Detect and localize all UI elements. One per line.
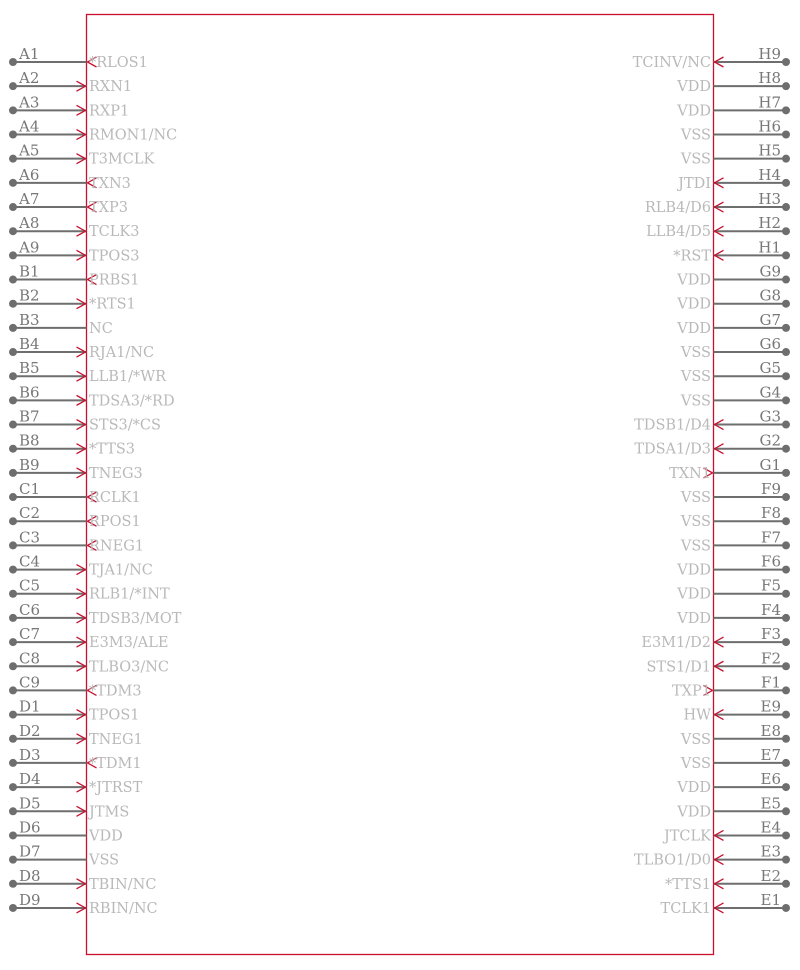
pin-g4 — [680, 383, 790, 409]
pin-terminal-dot — [9, 348, 17, 356]
pin-a5 — [9, 142, 155, 168]
component-body — [87, 15, 714, 955]
pin-g2 — [634, 432, 790, 458]
pin-terminal-dot — [782, 372, 790, 380]
pin-name: VSS — [680, 538, 711, 555]
pin-name: TPOS1 — [89, 707, 140, 724]
pin-b8 — [9, 432, 135, 458]
pin-terminal-dot — [9, 590, 17, 598]
pin-name: RXN1 — [89, 79, 133, 96]
pin-name: VDD — [677, 79, 711, 96]
pin-number: H5 — [758, 141, 781, 160]
pin-name: VDD — [677, 804, 711, 821]
pin-b4 — [9, 335, 154, 361]
pin-number: G3 — [759, 407, 781, 426]
pin-name: STS1/D1 — [646, 659, 711, 676]
pin-number: C4 — [19, 552, 41, 571]
pin-terminal-dot — [782, 904, 790, 912]
pin-name: E3M3/ALE — [89, 635, 169, 652]
pin-terminal-dot — [782, 783, 790, 791]
pin-number: E6 — [760, 770, 781, 789]
pin-name: TJA1/NC — [89, 562, 153, 579]
pin-terminal-dot — [9, 82, 17, 90]
pin-number: E5 — [760, 794, 781, 813]
pin-terminal-dot — [9, 711, 17, 719]
pin-terminal-dot — [9, 856, 17, 864]
pin-number: B8 — [19, 431, 40, 450]
pin-g6 — [680, 335, 790, 361]
pin-terminal-dot — [782, 517, 790, 525]
pin-number: F6 — [761, 552, 781, 571]
pin-name: RLB1/*INT — [89, 586, 170, 603]
pin-number: H4 — [758, 165, 781, 184]
pin-e4 — [662, 818, 790, 844]
pin-name: TXN1 — [669, 465, 711, 482]
pin-terminal-dot — [782, 396, 790, 404]
pin-d4 — [9, 770, 143, 796]
pin-number: H6 — [758, 117, 781, 136]
pin-terminal-dot — [9, 517, 17, 525]
pin-number: D5 — [19, 794, 41, 813]
pin-terminal-dot — [782, 203, 790, 211]
pin-d2 — [9, 722, 143, 748]
pin-h5 — [680, 142, 790, 168]
pin-name: LLB4/D5 — [646, 224, 711, 241]
pin-c7 — [9, 625, 168, 651]
pin-terminal-dot — [782, 590, 790, 598]
pin-number: F3 — [761, 625, 781, 644]
pin-number: C1 — [19, 480, 41, 499]
pin-a3 — [9, 93, 129, 119]
pin-name: TCLK1 — [660, 900, 711, 917]
pin-terminal-dot — [9, 372, 17, 380]
pin-name: TBIN/NC — [89, 876, 157, 893]
pin-number: D3 — [19, 745, 41, 764]
pin-name: RJA1/NC — [89, 345, 155, 362]
pin-g5 — [680, 359, 790, 385]
pin-terminal-dot — [9, 276, 17, 284]
pin-g1 — [669, 456, 790, 482]
pin-terminal-dot — [782, 856, 790, 864]
pin-name: JTCLK — [663, 828, 711, 845]
pin-number: E7 — [760, 745, 781, 764]
pin-terminal-dot — [782, 155, 790, 163]
pin-name: LLB1/*WR — [89, 369, 167, 386]
pin-name: HW — [683, 707, 711, 724]
pin-terminal-dot — [782, 106, 790, 114]
pin-number: D2 — [19, 721, 41, 740]
pin-number: G6 — [759, 335, 781, 354]
right-pin-group — [633, 45, 790, 917]
pin-number: H8 — [758, 69, 781, 88]
pin-b7 — [9, 408, 161, 434]
pin-number: H3 — [758, 190, 781, 209]
pin-name: *TDM3 — [89, 683, 142, 700]
pin-number: B1 — [19, 262, 40, 281]
pin-g7 — [676, 311, 790, 337]
pin-name: JTMS — [89, 804, 130, 821]
pin-h3 — [645, 190, 790, 216]
pin-terminal-dot — [782, 711, 790, 719]
pin-name: RPOS1 — [89, 514, 141, 531]
pin-e7 — [680, 746, 790, 772]
pin-h1 — [673, 238, 790, 264]
pin-a6 — [9, 166, 131, 192]
pin-number: C6 — [19, 600, 41, 619]
pin-name: TXP3 — [89, 200, 128, 217]
pin-name: VSS — [680, 514, 711, 531]
pin-name: RLB4/D6 — [644, 200, 711, 217]
pin-b3 — [9, 311, 113, 337]
pin-name: VDD — [677, 780, 711, 797]
pin-terminal-dot — [9, 493, 17, 501]
pin-terminal-dot — [782, 251, 790, 259]
pin-f3 — [641, 625, 790, 651]
pin-e9 — [683, 698, 790, 724]
pin-name: RNEG1 — [89, 538, 144, 555]
pin-f1 — [672, 673, 790, 699]
pin-number: F1 — [761, 673, 781, 692]
pin-terminal-dot — [782, 566, 790, 574]
pin-number: A3 — [19, 93, 40, 112]
pin-terminal-dot — [9, 251, 17, 259]
pin-f9 — [680, 480, 790, 506]
pin-number: D4 — [19, 770, 41, 789]
pin-number: G1 — [759, 455, 781, 474]
pin-name: *TTS1 — [664, 876, 711, 893]
pin-terminal-dot — [9, 686, 17, 694]
pin-number: G8 — [759, 286, 781, 305]
pin-number: H9 — [758, 45, 781, 63]
pin-name: *RLOS1 — [89, 55, 148, 71]
pin-terminal-dot — [782, 831, 790, 839]
pin-number: H2 — [758, 214, 781, 233]
pin-number: D6 — [19, 818, 41, 837]
pin-number: D8 — [19, 866, 41, 885]
pin-h9 — [633, 45, 790, 71]
pin-number: E9 — [760, 697, 781, 716]
pin-name: VDD — [677, 610, 711, 627]
pin-number: B4 — [19, 335, 40, 354]
pin-c8 — [9, 649, 169, 675]
pin-number: H1 — [758, 238, 781, 257]
pin-terminal-dot — [782, 469, 790, 477]
pin-terminal-dot — [9, 421, 17, 429]
pin-terminal-dot — [782, 58, 790, 66]
pin-terminal-dot — [9, 759, 17, 767]
pin-terminal-dot — [782, 300, 790, 308]
pin-number: E4 — [760, 818, 781, 837]
pin-c3 — [9, 528, 144, 554]
pin-name: VSS — [680, 369, 711, 386]
pin-name: T3MCLK — [89, 151, 155, 168]
pin-terminal-dot — [9, 807, 17, 815]
pin-terminal-dot — [782, 421, 790, 429]
pin-terminal-dot — [9, 614, 17, 622]
pin-name: TLBO3/NC — [89, 659, 170, 676]
pin-terminal-dot — [782, 807, 790, 815]
pin-number: E2 — [760, 866, 781, 885]
pin-name: TCINV/NC — [632, 55, 711, 71]
pin-number: C8 — [19, 649, 41, 668]
pin-number: B5 — [19, 359, 40, 378]
pin-c2 — [9, 504, 141, 530]
pin-number: F2 — [761, 649, 781, 668]
pin-terminal-dot — [9, 541, 17, 549]
pin-terminal-dot — [782, 131, 790, 139]
pin-name: *JTRST — [89, 780, 143, 797]
pin-a7 — [9, 190, 128, 216]
pin-terminal-dot — [9, 106, 17, 114]
pin-g3 — [634, 408, 790, 434]
pin-name: RBIN/NC — [89, 900, 158, 917]
pin-number: C7 — [19, 625, 41, 644]
pin-terminal-dot — [782, 348, 790, 356]
pin-name: PRBS1 — [89, 272, 140, 289]
pin-terminal-dot — [9, 203, 17, 211]
pin-number: B3 — [19, 310, 40, 329]
pin-name: TDSA1/D3 — [634, 441, 711, 458]
pin-terminal-dot — [9, 155, 17, 163]
pin-terminal-dot — [782, 493, 790, 501]
pin-number: F8 — [761, 504, 781, 523]
pin-b5 — [9, 359, 167, 385]
pin-terminal-dot — [9, 396, 17, 404]
pin-terminal-dot — [782, 179, 790, 187]
pin-terminal-dot — [782, 445, 790, 453]
pin-terminal-dot — [9, 783, 17, 791]
pin-name: TXP1 — [672, 683, 711, 700]
pin-name: *TTS3 — [89, 441, 136, 458]
pin-name: TNEG1 — [89, 731, 143, 748]
pin-number: A5 — [19, 141, 40, 160]
pin-terminal-dot — [9, 131, 17, 139]
pin-terminal-dot — [782, 227, 790, 235]
pin-name: VSS — [680, 127, 711, 144]
pin-name: RCLK1 — [89, 490, 141, 507]
pin-name: VDD — [677, 320, 711, 337]
pin-b2 — [9, 287, 136, 313]
pin-terminal-dot — [782, 880, 790, 888]
pin-number: A1 — [19, 45, 40, 63]
pin-terminal-dot — [782, 638, 790, 646]
pin-g8 — [676, 287, 790, 313]
pin-name: TCLK3 — [89, 224, 140, 241]
pin-number: A2 — [19, 69, 40, 88]
pin-name: VSS — [89, 852, 120, 869]
pin-name: VDD — [89, 828, 123, 845]
pin-number: C9 — [19, 673, 41, 692]
pin-e2 — [665, 867, 790, 893]
pin-number: E8 — [760, 721, 781, 740]
pin-terminal-dot — [782, 324, 790, 332]
pin-a1 — [9, 45, 148, 71]
pin-number: C5 — [19, 576, 41, 595]
pin-d6 — [9, 818, 123, 844]
pin-h2 — [646, 214, 790, 240]
pin-name: VSS — [680, 151, 711, 168]
pin-name: VDD — [677, 562, 711, 579]
pin-c5 — [9, 577, 170, 603]
pin-terminal-dot — [9, 227, 17, 235]
pin-number: G7 — [759, 310, 781, 329]
pin-name: VSS — [680, 393, 711, 410]
pin-number: B6 — [19, 383, 40, 402]
pin-b9 — [9, 456, 143, 482]
pin-number: G2 — [759, 431, 781, 450]
pin-h7 — [676, 93, 790, 119]
pin-a2 — [9, 69, 132, 95]
pin-number: E1 — [760, 890, 781, 909]
pin-number: F9 — [761, 480, 781, 499]
pin-c9 — [9, 673, 142, 699]
pin-name: VSS — [680, 345, 711, 362]
pin-f8 — [680, 504, 790, 530]
pin-number: A6 — [19, 165, 40, 184]
pin-name: JTDI — [678, 175, 711, 192]
pin-number: C3 — [19, 528, 41, 547]
pin-terminal-dot — [9, 880, 17, 888]
pin-name: TDSA3/*RD — [89, 393, 175, 410]
pin-number: G9 — [759, 262, 781, 281]
pin-terminal-dot — [9, 58, 17, 66]
pin-name: TDSB1/D4 — [634, 417, 711, 434]
pin-d5 — [9, 794, 129, 820]
pin-terminal-dot — [9, 662, 17, 670]
pin-h6 — [680, 118, 790, 144]
pin-name: TPOS3 — [89, 248, 140, 265]
pin-name: VDD — [677, 272, 711, 289]
pin-name: E3M1/D2 — [641, 635, 711, 652]
pin-name: VDD — [677, 586, 711, 603]
pin-terminal-dot — [9, 324, 17, 332]
pin-f6 — [676, 553, 790, 579]
pin-d1 — [9, 698, 139, 724]
pin-number: F5 — [761, 576, 781, 595]
pin-name: TDSB3/MOT — [89, 610, 182, 627]
pin-f4 — [676, 601, 790, 627]
pin-number: A7 — [19, 190, 40, 209]
pin-terminal-dot — [9, 469, 17, 477]
pin-number: G4 — [759, 383, 781, 402]
pin-terminal-dot — [782, 614, 790, 622]
pin-number: B7 — [19, 407, 40, 426]
pin-b6 — [9, 383, 175, 409]
pin-terminal-dot — [782, 686, 790, 694]
pin-number: D1 — [19, 697, 41, 716]
pin-e3 — [634, 843, 790, 869]
pin-a9 — [9, 238, 139, 264]
pin-terminal-dot — [9, 904, 17, 912]
pin-number: F4 — [761, 600, 781, 619]
pin-e1 — [661, 891, 790, 917]
pin-name: NC — [89, 320, 113, 337]
pin-d9 — [9, 891, 158, 917]
pin-a4 — [9, 118, 177, 144]
pin-name: VDD — [677, 103, 711, 120]
pin-terminal-dot — [782, 759, 790, 767]
left-pin-group — [9, 45, 182, 917]
pin-name: VSS — [680, 490, 711, 507]
pin-name: VSS — [680, 755, 711, 772]
pin-name: *TDM1 — [89, 755, 142, 772]
pin-d7 — [9, 843, 119, 869]
pin-terminal-dot — [9, 179, 17, 187]
pin-terminal-dot — [9, 566, 17, 574]
pin-name: TXN3 — [89, 175, 131, 192]
pin-b1 — [9, 263, 140, 289]
pin-c6 — [9, 601, 182, 627]
pin-terminal-dot — [9, 735, 17, 743]
pin-terminal-dot — [782, 541, 790, 549]
pin-name: *RTS1 — [89, 296, 136, 313]
pin-number: D9 — [19, 890, 41, 909]
pin-h4 — [676, 166, 790, 192]
pin-number: E3 — [760, 842, 781, 861]
pin-f2 — [647, 649, 791, 675]
pin-number: A4 — [19, 117, 40, 136]
pin-number: H7 — [758, 93, 781, 112]
pin-h8 — [676, 69, 790, 95]
pin-e5 — [676, 794, 790, 820]
pin-name: *RST — [673, 248, 711, 265]
pin-f5 — [676, 577, 790, 603]
pin-terminal-dot — [782, 276, 790, 284]
pin-name: VSS — [680, 731, 711, 748]
pin-terminal-dot — [9, 445, 17, 453]
pin-name: VDD — [677, 296, 711, 313]
pin-terminal-dot — [782, 662, 790, 670]
pin-number: A8 — [19, 214, 40, 233]
pin-terminal-dot — [782, 735, 790, 743]
pin-a8 — [9, 214, 139, 240]
pin-name: TLBO1/D0 — [633, 852, 711, 869]
pin-terminal-dot — [9, 831, 17, 839]
pin-g9 — [676, 263, 790, 289]
pin-name: TNEG3 — [89, 465, 143, 482]
pin-name: RXP1 — [89, 103, 130, 120]
pin-number: B2 — [19, 286, 40, 305]
pin-c4 — [9, 553, 153, 579]
pin-number: B9 — [19, 455, 40, 474]
pin-number: C2 — [19, 504, 41, 523]
pin-terminal-dot — [782, 82, 790, 90]
pin-terminal-dot — [9, 300, 17, 308]
pin-name: RMON1/NC — [89, 127, 178, 144]
pin-f7 — [680, 528, 790, 554]
pin-number: G5 — [759, 359, 781, 378]
pin-terminal-dot — [9, 638, 17, 646]
pin-e6 — [676, 770, 790, 796]
pin-number: A9 — [19, 238, 40, 257]
pin-e8 — [680, 722, 790, 748]
pin-name: STS3/*CS — [89, 417, 161, 434]
pin-number: F7 — [761, 528, 781, 547]
pin-d8 — [9, 867, 156, 893]
pin-number: D7 — [19, 842, 41, 861]
pin-c1 — [9, 480, 141, 506]
pin-d3 — [9, 746, 142, 772]
